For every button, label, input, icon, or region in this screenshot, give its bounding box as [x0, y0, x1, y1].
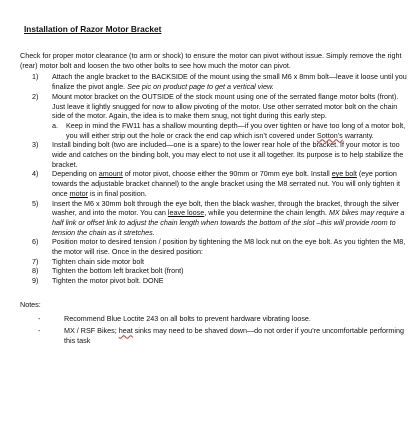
- note-text: MX / RSF Bikes; heat sinks may need to be shaved down—do not order if you’re uncomfortable performing this task: [64, 326, 404, 345]
- note-dash: -: [38, 326, 41, 336]
- step-text: Tighten the motor pivot bolt. DONE: [52, 276, 164, 286]
- step-number: 5): [32, 198, 39, 208]
- sub-item-text: Keep in mind the FW11 has a shallow mounting depth—if you over tighten or have too long of a motor bolt, you will either strip out the hole or crack the end cap which isn’t covered under Sotton’s warranty.: [66, 120, 406, 140]
- step-text: Insert the M6 x 30mm bolt through the eye bolt, then the black washer, through the bracket, through the silver washer, and into the motor. You can leave loose, while you determine the chain length. MX bikes may require a half link or offset link to adjust the chain length when towards the bottom of the slot –this will provide room to tension the chain as it stretches.: [52, 198, 405, 237]
- document-title: Installation of Razor Motor Bracket: [24, 24, 162, 34]
- step-number: 1): [32, 72, 39, 82]
- step-text: Tighten the bottom left bracket bolt (front): [52, 266, 184, 276]
- step-item: [14, 266, 408, 276]
- step-text: Position motor to desired tension / position by tightening the M8 lock nut on the eye bolt. As you tighten the M8, the motor will rise. Once in the desired position:: [52, 237, 406, 257]
- step-text: Depending on amount of motor pivot, choose either the 90mm or 70mm eye bolt. Install eye bolt (eye portion towards the adjustable bracket channel) to the angle bracket using the M8 serrated nut. You will only tighten it once motor is in final position.: [52, 169, 401, 198]
- intro-paragraph: Check for proper motor clearance (to arm or shock) to ensure the motor can pivot without issue. Simply remove the right (rear) motor bolt and loosen the two other bolts to see how much the motor can pivot.: [20, 51, 402, 70]
- step-text: Tighten chain side motor bolt: [52, 256, 145, 266]
- note-item: [14, 326, 408, 345]
- note-text: Recommend Blue Loctite 243 on all bolts to prevent hardware vibrating loose.: [64, 313, 311, 323]
- step-text: Mount motor bracket on the OUTSIDE of the stock mount using one of the serrated flange motor bolts (front). Just leave it lightly snugged for now to allow pivoting of the motor. Use other serrated motor bolt on the chain side of the motor. Again, the idea is to make them snug, not tight during this early step.: [52, 91, 399, 121]
- step-item: [14, 169, 408, 198]
- notes-heading: Notes:: [20, 299, 41, 309]
- step-number: 7): [32, 256, 39, 266]
- step-item: [14, 72, 408, 91]
- note-item: [14, 314, 408, 324]
- step-number: 2): [32, 91, 39, 101]
- step-item: [14, 140, 408, 169]
- step-number: 8): [32, 266, 39, 276]
- step-number: 3): [32, 140, 39, 150]
- step-item: [14, 276, 408, 286]
- step-item: [14, 257, 408, 267]
- sub-item: [14, 121, 408, 140]
- step-number: 4): [32, 169, 39, 179]
- steps-list: [14, 72, 408, 285]
- sub-item-letter: a.: [52, 120, 58, 130]
- note-dash: -: [38, 313, 41, 323]
- step-text: Install binding bolt (two are included—one is a spare) to the lower rear hole of the bracket. If your motor is too wide and catches on the binding bolt, you may elect to not use it all together. Its purpose is to help stabilize the bracket.: [52, 140, 404, 169]
- step-item: [14, 237, 408, 256]
- step-item: [14, 199, 408, 238]
- step-text: Attach the angle bracket to the BACKSIDE of the mount using the small M6 x 8mm bolt—leave it loose until you finalize the pivot angle. See pic on product page to get a vertical view.: [52, 72, 407, 92]
- step-item: [14, 92, 408, 141]
- step-number: 6): [32, 237, 39, 247]
- notes-list: [14, 314, 408, 346]
- document-page: [14, 12, 408, 349]
- step-number: 9): [32, 276, 39, 286]
